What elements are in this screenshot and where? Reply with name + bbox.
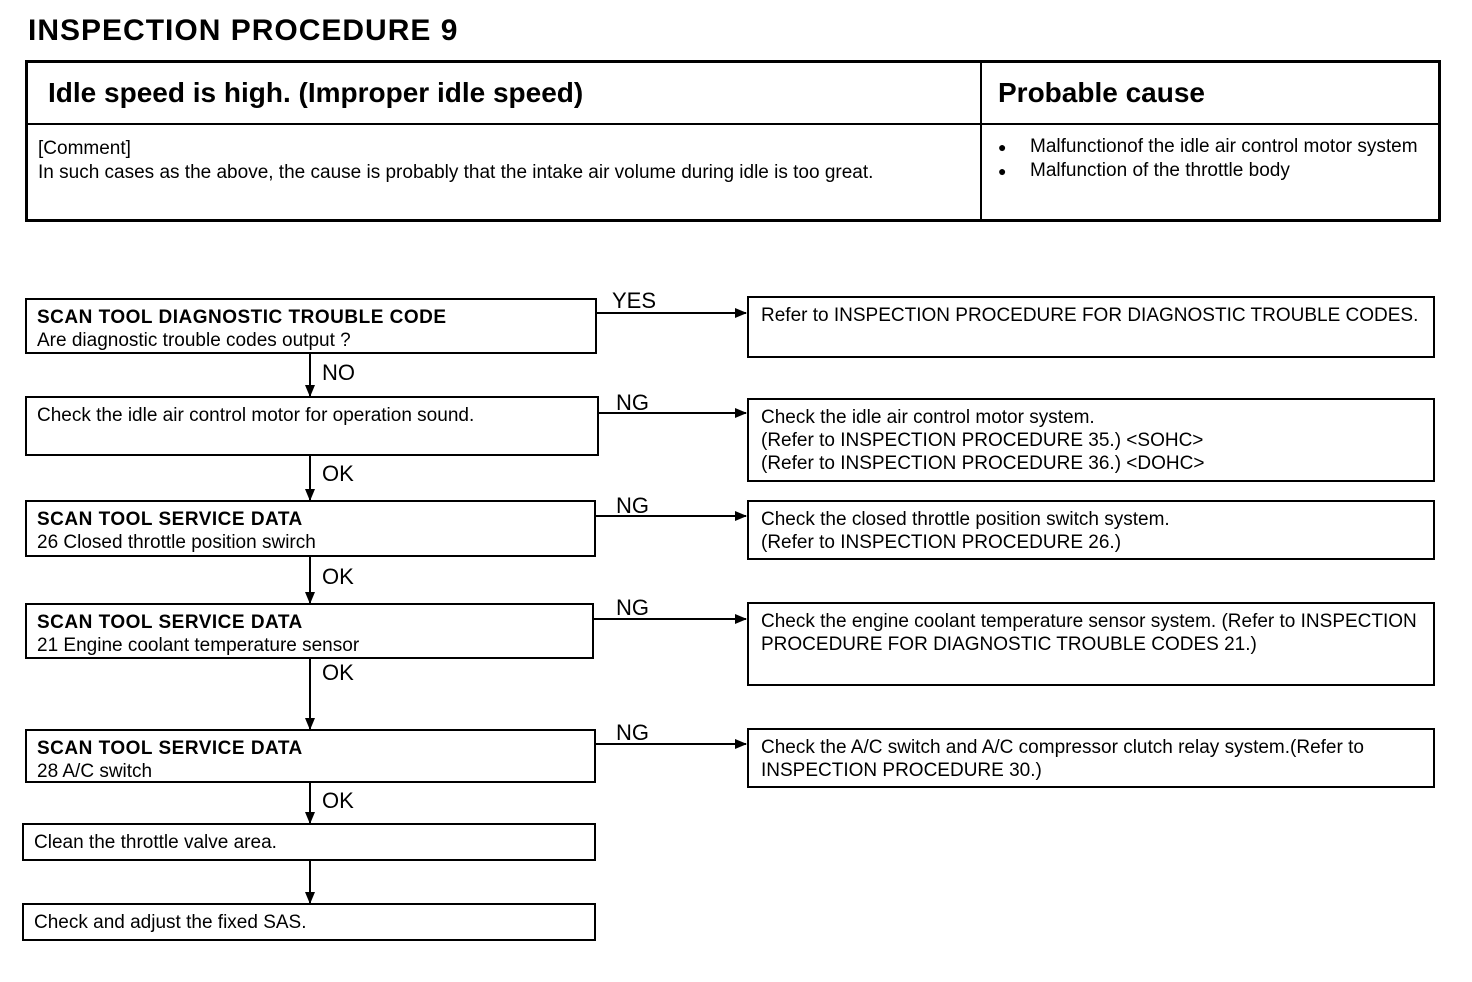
no-label: NO [322, 360, 355, 385]
ng-label: NG [616, 720, 649, 745]
comment-text: In such cases as the above, the cause is probably that the intake air volume during idle is too great. [38, 162, 874, 183]
step-text: Check and adjust the fixed SAS. [34, 912, 307, 933]
action-closed-throttle-switch-system [747, 500, 1435, 560]
step-text: 28 A/C switch [37, 761, 153, 782]
step-text: 26 Closed throttle position swirch [37, 532, 316, 553]
page-title: INSPECTION PROCEDURE 9 [28, 14, 459, 47]
action-refer-dtc: Refer to INSPECTION PROCEDURE FOR DIAGNOSTIC TROUBLE CODES. [747, 296, 1435, 358]
action-ac-switch-system: Check the A/C switch and A/C compressor clutch relay system.(Refer to INSPECTION PROCEDURE 30.) [747, 728, 1435, 788]
cause-item: ● Malfunctionof the idle air control motor system [990, 135, 1430, 159]
step-text: Clean the throttle valve area. [34, 832, 277, 853]
comment-label: [Comment] [38, 138, 131, 159]
ok-label: OK [322, 660, 354, 685]
action-line: (Refer to INSPECTION PROCEDURE 36.) <DOHC> [761, 453, 1205, 474]
step-closed-throttle-switch [25, 500, 596, 557]
step-idle-air-sound-check [25, 396, 599, 456]
step-heading: SCAN TOOL DIAGNOSTIC TROUBLE CODE [37, 307, 447, 328]
symptom-heading: Idle speed is high. (Improper idle speed) [27, 62, 982, 125]
step-coolant-temp-sensor [25, 603, 594, 659]
step-dtc-check [25, 298, 597, 354]
yes-label: YES [612, 288, 657, 313]
step-text: Check the idle air control motor for operation sound. [37, 405, 475, 426]
probable-cause-heading: Probable cause [981, 62, 1440, 125]
cause-item: ● Malfunction of the throttle body [990, 159, 1430, 183]
action-line: (Refer to INSPECTION PROCEDURE 26.) [761, 532, 1122, 553]
step-heading: SCAN TOOL SERVICE DATA [37, 738, 303, 759]
action-line: Check the idle air control motor system. [761, 407, 1095, 428]
step-clean-throttle-valve [22, 823, 596, 861]
ng-label: NG [616, 390, 649, 415]
step-text: Are diagnostic trouble codes output ? [37, 330, 351, 351]
action-line: Check the closed throttle position switch system. [761, 509, 1170, 530]
action-line: (Refer to INSPECTION PROCEDURE 35.) <SOHC> [761, 430, 1204, 451]
step-heading: SCAN TOOL SERVICE DATA [37, 612, 303, 633]
step-ac-switch [25, 729, 596, 783]
ok-label: OK [322, 461, 354, 486]
ok-label: OK [322, 564, 354, 589]
step-heading: SCAN TOOL SERVICE DATA [37, 509, 303, 530]
ng-label: NG [616, 595, 649, 620]
step-text: 21 Engine coolant temperature sensor [37, 635, 360, 656]
step-adjust-fixed-sas [22, 903, 596, 941]
ok-label: OK [322, 788, 354, 813]
ng-label: NG [616, 493, 649, 518]
action-idle-air-motor-system [747, 398, 1435, 482]
action-coolant-temp-sensor-system: Check the engine coolant temperature sensor system. (Refer to INSPECTION PROCEDURE FOR DIAGNOSTIC TROUBLE CODES 21.) [747, 602, 1435, 686]
